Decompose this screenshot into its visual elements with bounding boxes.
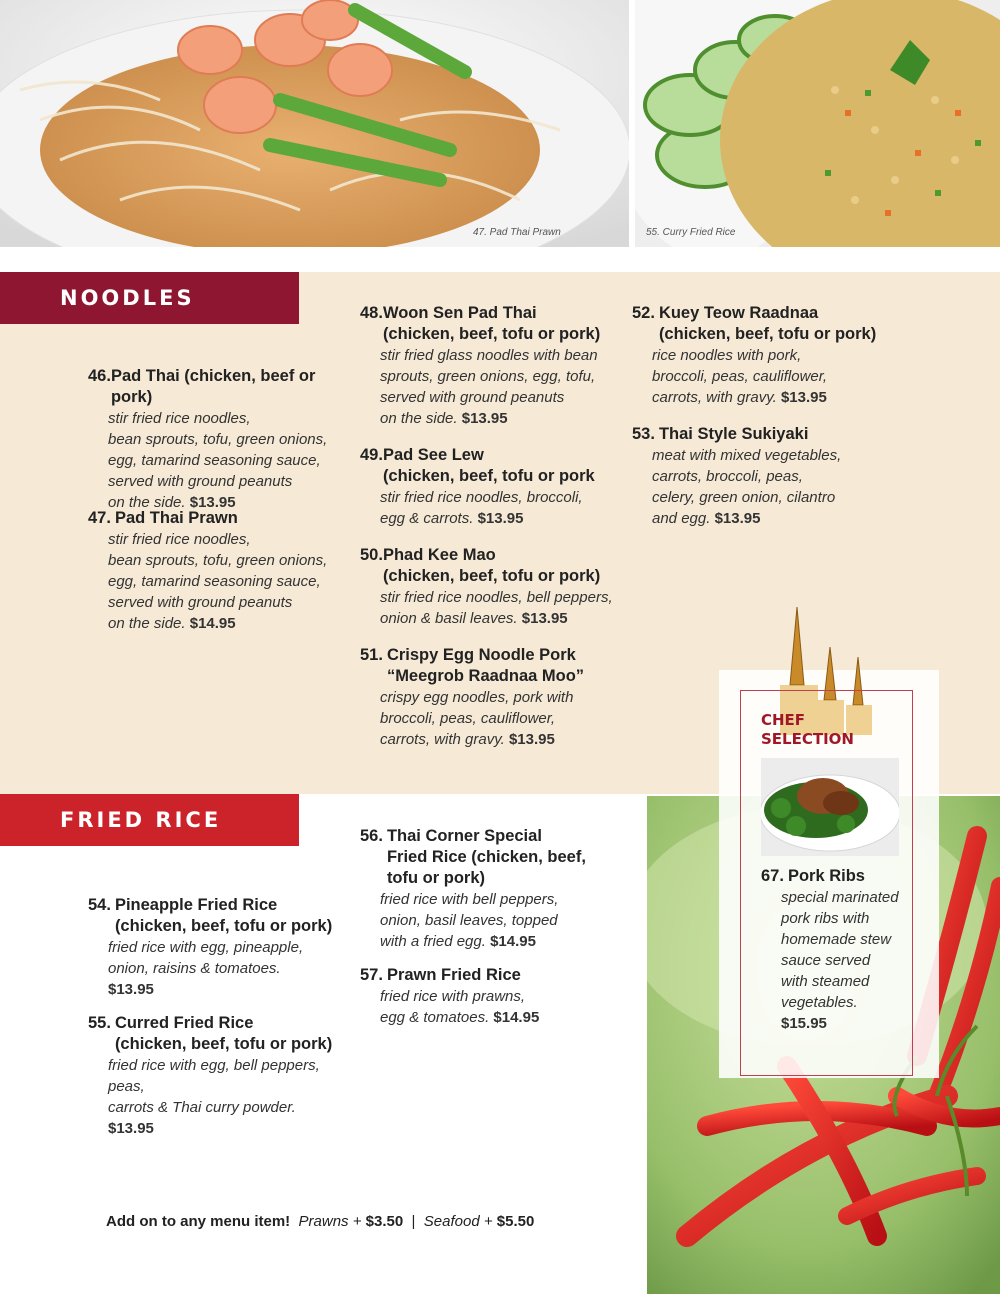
add-on-seafood-price: $5.50	[496, 1213, 535, 1230]
menu-item-67	[761, 866, 911, 1034]
add-on-separator: |	[411, 1213, 416, 1230]
fried-rice-section-banner: FRIED RICE	[0, 794, 299, 846]
item-name: Woon Sen Pad Thai (chicken, beef, tofu or pork)	[382, 304, 601, 343]
item-name: Phad Kee Mao (chicken, beef, tofu or pork)	[382, 546, 601, 585]
photo-caption-curry-fried-rice: 55. Curry Fried Rice	[646, 227, 736, 238]
item-price: $13.95	[780, 389, 827, 406]
item-description: fried rice with egg, pineapple, onion, raisins & tomatoes.	[108, 939, 304, 977]
menu-item-56	[360, 826, 630, 952]
item-name: Kuey Teow Raadnaa (chicken, beef, tofu or pork)	[658, 304, 877, 343]
menu-item-57	[360, 965, 630, 1028]
item-description: stir fried rice noodles, bell peppers, onion & basil leaves.	[380, 589, 613, 627]
item-name: Crispy Egg Noodle Pork “Meegrob Raadnaa Moo”	[386, 646, 585, 685]
pad-thai-prawn-photo	[0, 0, 629, 247]
item-name: Pad See Lew (chicken, beef, tofu or pork	[382, 446, 595, 485]
menu-item-50	[360, 545, 620, 629]
menu-item-54	[88, 895, 348, 1000]
item-name: Pork Ribs	[787, 867, 865, 885]
item-name: Thai Corner Special Fried Rice (chicken, beef, tofu or pork)	[386, 827, 586, 887]
item-description: fried rice with prawns, egg & tomatoes.	[380, 988, 526, 1026]
item-number: 49.	[360, 446, 383, 464]
item-number: 50.	[360, 546, 383, 564]
item-number: 51.	[360, 646, 383, 664]
item-price: $13.95	[508, 731, 555, 748]
item-price: $14.95	[490, 933, 536, 950]
add-on-prawns-price: $3.50	[365, 1213, 404, 1230]
item-number: 56.	[360, 827, 383, 845]
item-number: 52.	[632, 304, 655, 322]
item-number: 46.	[88, 367, 111, 385]
item-price: $14.95	[189, 615, 236, 632]
item-description: crispy egg noodles, pork with broccoli, peas, cauliflower, carrots, with gravy.	[380, 689, 574, 748]
add-on-lead: Add on to any menu item!	[106, 1213, 291, 1230]
item-name: Prawn Fried Rice	[386, 966, 521, 984]
noodles-section-banner: NOODLES	[0, 272, 299, 324]
item-price: $13.95	[477, 510, 524, 527]
item-description: stir fried rice noodles, bean sprouts, tofu, green onions, egg, tamarind seasoning sauce, served with ground peanuts on the side.	[108, 410, 328, 511]
menu-item-55	[88, 1013, 358, 1139]
item-description: stir fried rice noodles, broccoli, egg & carrots.	[380, 489, 583, 527]
item-name: Pad Thai Prawn	[114, 509, 238, 527]
item-name: Pineapple Fried Rice (chicken, beef, tofu or pork)	[114, 896, 333, 935]
item-name: Thai Style Sukiyaki	[658, 425, 809, 443]
item-name: Pad Thai (chicken, beef or pork)	[110, 367, 316, 406]
item-description: stir fried glass noodles with bean sprouts, green onions, egg, tofu, served with ground peanuts on the side.	[380, 347, 598, 427]
menu-item-49	[360, 445, 620, 529]
menu-item-53	[632, 424, 892, 529]
item-price: $14.95	[493, 1009, 540, 1026]
item-number: 67.	[761, 867, 784, 885]
item-number: 53.	[632, 425, 655, 443]
item-description: stir fried rice noodles, bean sprouts, tofu, green onions, egg, tamarind seasoning sauce, served with ground peanuts on the side.	[108, 531, 328, 632]
menu-item-52	[632, 303, 892, 408]
pork-ribs-photo	[761, 758, 899, 856]
item-number: 55.	[88, 1014, 111, 1032]
menu-item-46	[88, 366, 348, 513]
item-name: Curred Fried Rice (chicken, beef, tofu or pork)	[114, 1014, 333, 1053]
add-on-seafood-label: Seafood +	[423, 1213, 493, 1230]
add-on-note	[106, 1213, 534, 1230]
item-price: $13.95	[108, 981, 154, 998]
item-price: $13.95	[189, 494, 236, 511]
item-price: $13.95	[521, 610, 568, 627]
item-description: fried rice with bell peppers, onion, basil leaves, topped with a fried egg.	[380, 891, 559, 950]
add-on-prawns-label: Prawns +	[298, 1213, 362, 1230]
item-price: $13.95	[461, 410, 508, 427]
item-number: 57.	[360, 966, 383, 984]
item-description: special marinated pork ribs with homemade stew sauce served with steamed vegetables.	[781, 889, 899, 1011]
item-number: 48.	[360, 304, 383, 322]
item-description: meat with mixed vegetables, carrots, broccoli, peas, celery, green onion, cilantro and egg.	[652, 447, 842, 527]
item-description: fried rice with egg, bell peppers, peas, carrots & Thai curry powder.	[108, 1057, 320, 1116]
item-number: 47.	[88, 509, 111, 527]
menu-item-48	[360, 303, 620, 429]
item-price: $13.95	[108, 1120, 154, 1137]
menu-item-51	[360, 645, 620, 750]
curry-fried-rice-photo	[635, 0, 1000, 247]
item-number: 54.	[88, 896, 111, 914]
item-price: $13.95	[714, 510, 761, 527]
menu-item-47	[88, 508, 348, 634]
photo-caption-pad-thai-prawn: 47. Pad Thai Prawn	[473, 227, 561, 238]
item-description: rice noodles with pork, broccoli, peas, cauliflower, carrots, with gravy.	[652, 347, 828, 406]
item-price: $15.95	[781, 1015, 827, 1032]
chef-selection-title: CHEF SELECTION	[761, 711, 854, 748]
